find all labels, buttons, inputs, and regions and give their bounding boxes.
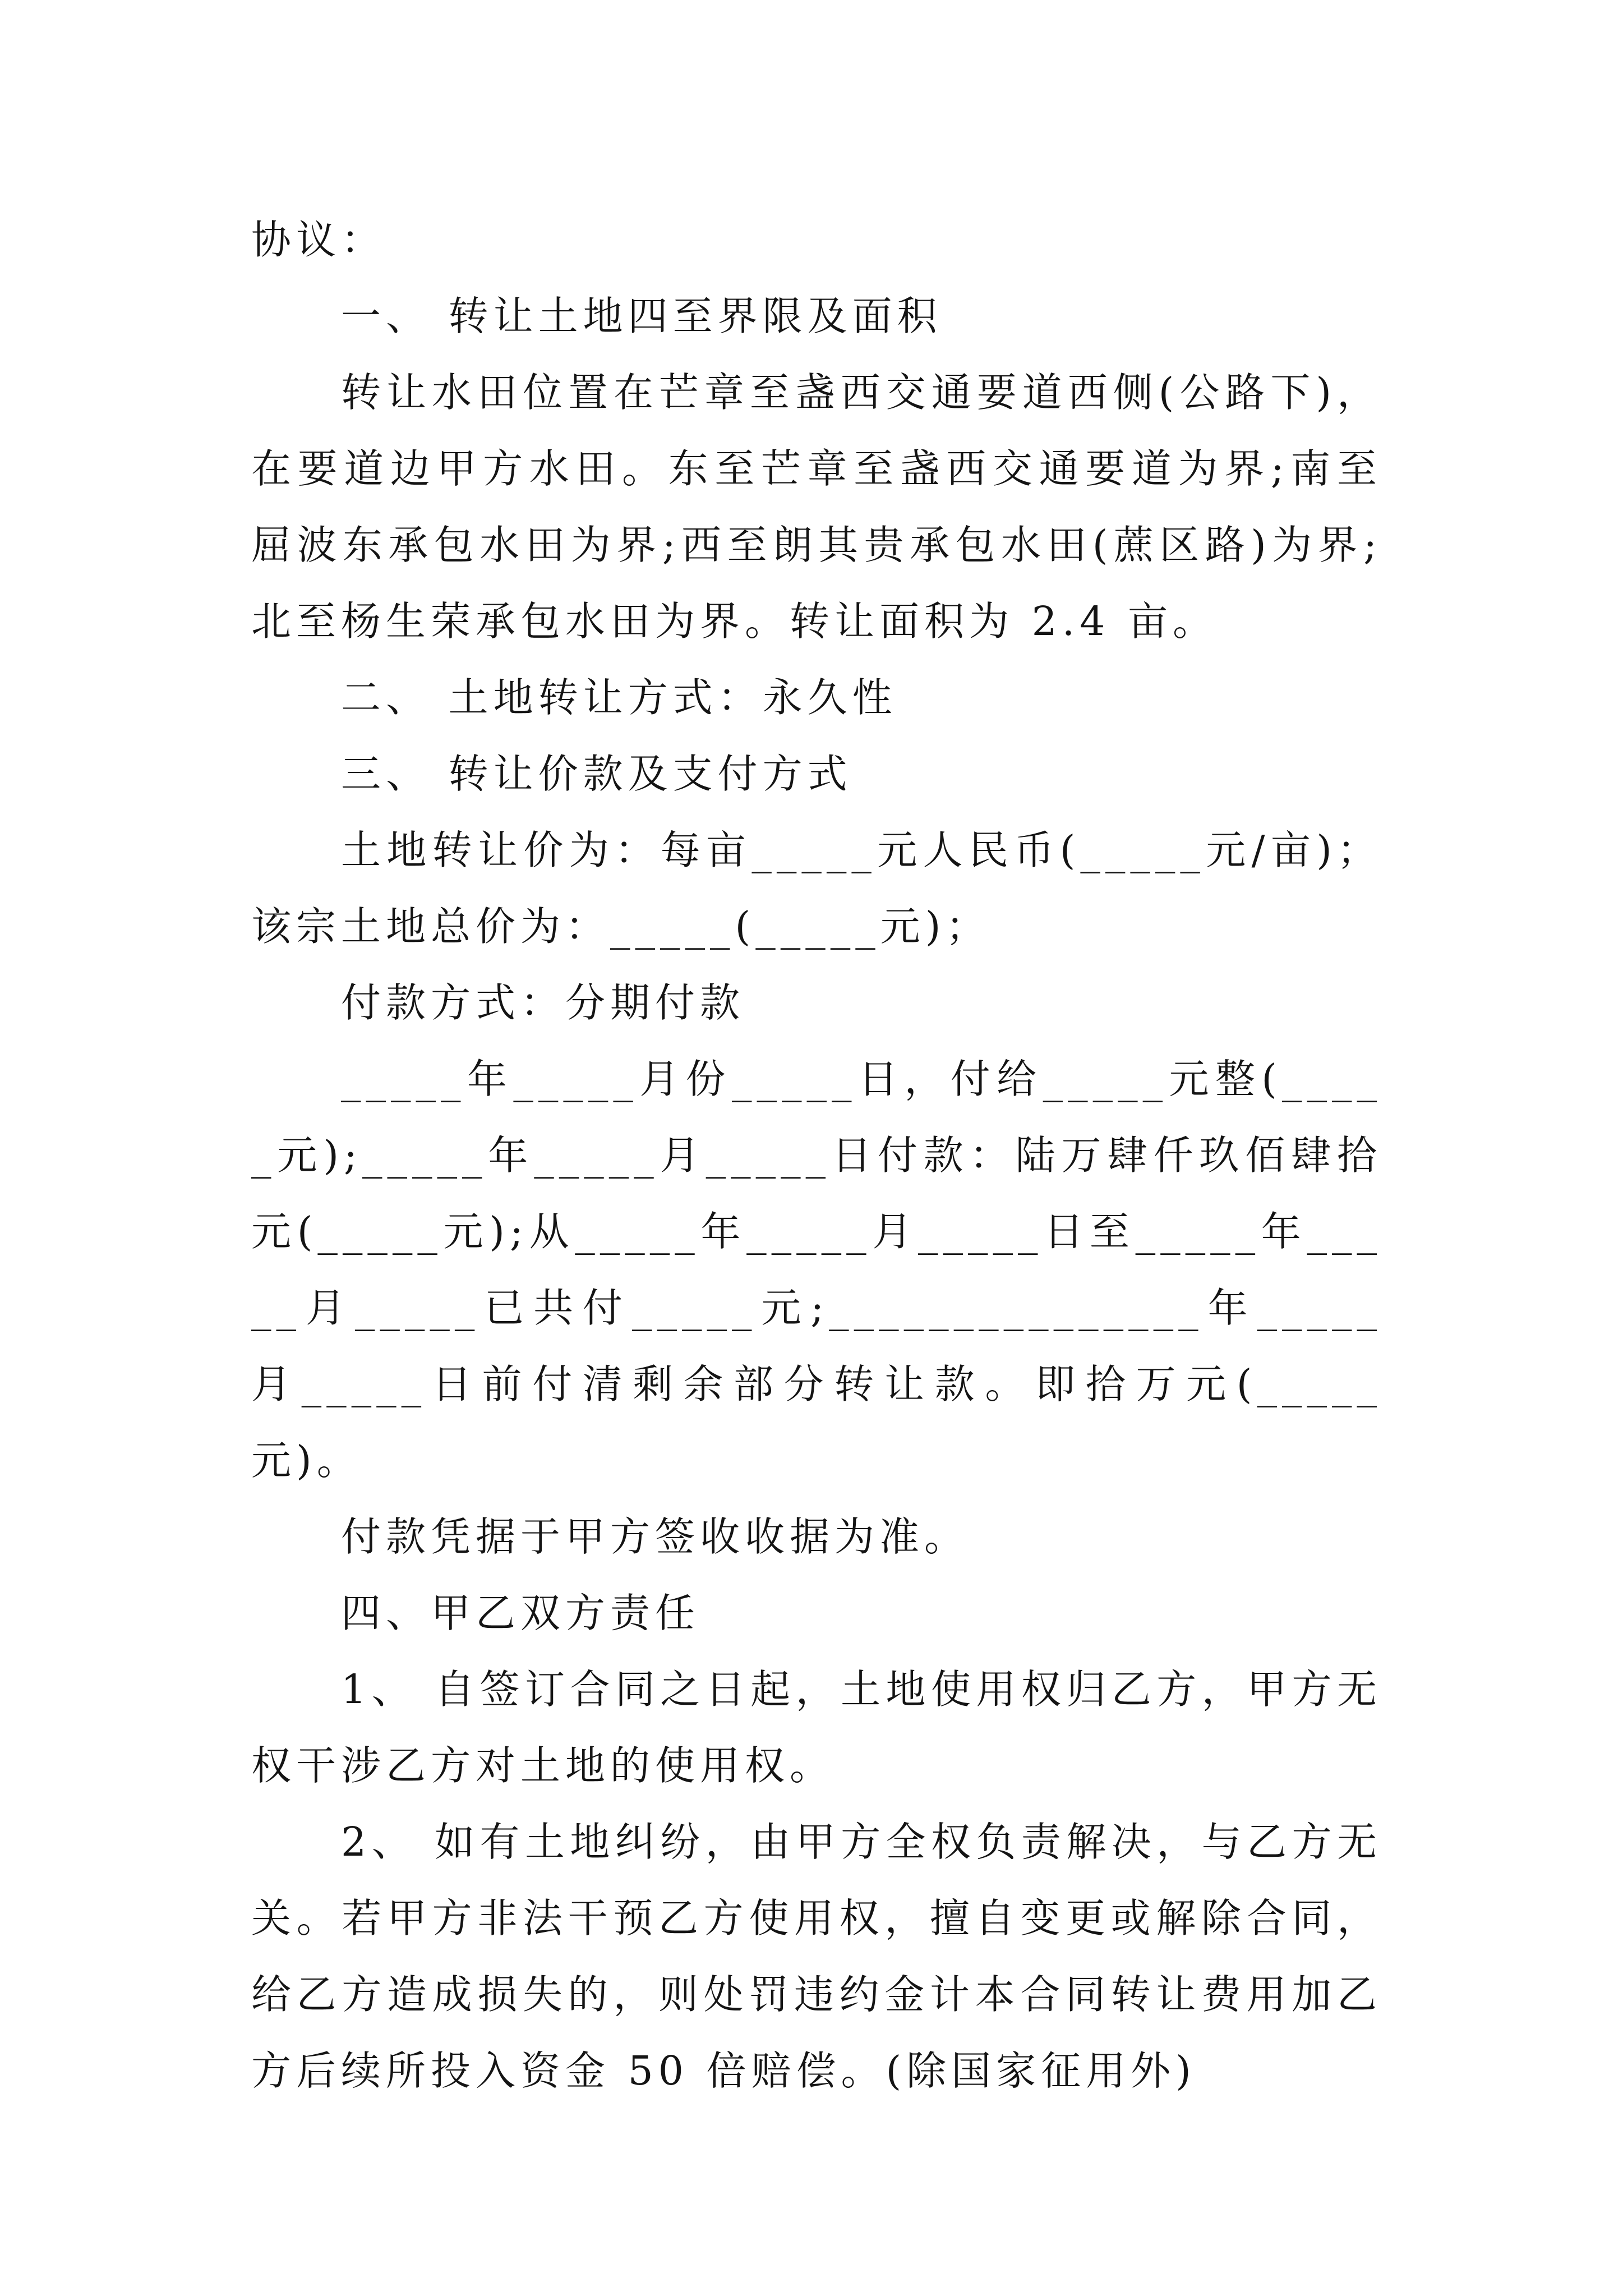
payment-method-paragraph: 付款方式：分期付款 [341,979,745,1026]
preamble-label: 协议： [251,217,386,263]
payment-receipt-paragraph: 付款凭据于甲方签收收据为准。 [341,1513,970,1560]
land-boundaries-paragraph: 转让水田位置在芒章至盏西交通要道西侧(公路下)，在要道边甲方水田。东至芒章至盏西交通要道为界;南至屈波东承包水田为界;西至朗其贵承包水田(蔗区路)为界;北至杨生荣承包水田为界。转让面积为 2.4 亩。 [251,369,1382,645]
section-1-heading: 一、 转让土地四至界限及面积 [341,293,942,339]
installment-schedule-paragraph: _____年_____月份_____日，付给_____元整(_____元);_____年_____月_____日付款：陆万肆仟玖佰肆拾元(_____元);从_____年_____月_____日至_____年_____月_____已共付_____元;_______________年_____月_____日前付清剩余部分转让款。即拾万元(_____元)。 [251,1056,1382,1484]
clause-1-paragraph: 1、 自签订合同之日起，土地使用权归乙方，甲方无权干涉乙方对土地的使用权。 [251,1666,1382,1789]
document-body [251,202,1382,2109]
clause-2-paragraph: 2、 如有土地纠纷，由甲方全权负责解决，与乙方无关。若甲方非法干预乙方使用权，擅自变更或解除合同，给乙方造成损失的，则处罚违约金计本合同转让费用加乙方后续所投入资金 50 倍赔偿。(除国家征用外) [251,1819,1382,2094]
price-paragraph: 土地转让价为：每亩_____元人民币(_____元/亩)；该宗土地总价为：_____(_____元)； [251,827,1382,950]
section-3-heading: 三、 转让价款及支付方式 [341,751,852,797]
section-4-heading: 四、甲乙双方责任 [341,1590,700,1636]
section-2-heading: 二、 土地转让方式：永久性 [341,674,897,721]
